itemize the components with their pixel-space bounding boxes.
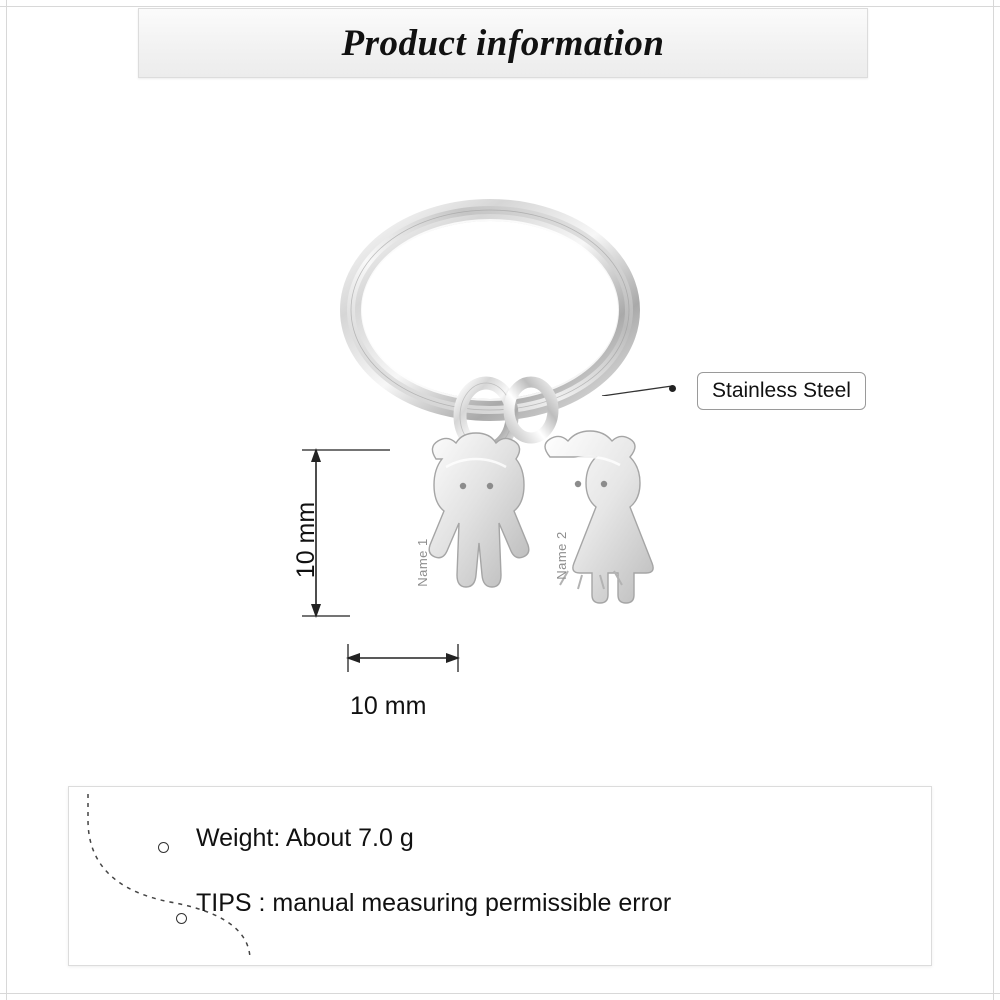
bullet-icon-weight [158,842,169,853]
frame-border-top [0,6,1000,7]
callout-dot [669,385,676,392]
info-list [196,824,896,954]
info-row-weight: Weight: About 7.0 g [196,824,414,852]
callout-leader-line [600,360,674,396]
charm-label-1: Name 1 [414,538,430,587]
header-banner [138,8,868,78]
material-callout: Stainless Steel [697,372,866,410]
bullet-icon-tips [176,913,187,924]
info-row-tips: TIPS : manual measuring permissible error [196,889,672,917]
dimension-height-label: 10 mm [291,501,320,579]
page-title: Product information [341,22,665,64]
charm-label-2: Name 2 [553,531,569,580]
dimension-width-label: 10 mm [350,692,427,720]
frame-border-right [993,0,994,1000]
frame-border-left [6,0,7,1000]
dimension-horizontal-arrow [340,636,520,686]
frame-border-bottom [0,993,1000,994]
